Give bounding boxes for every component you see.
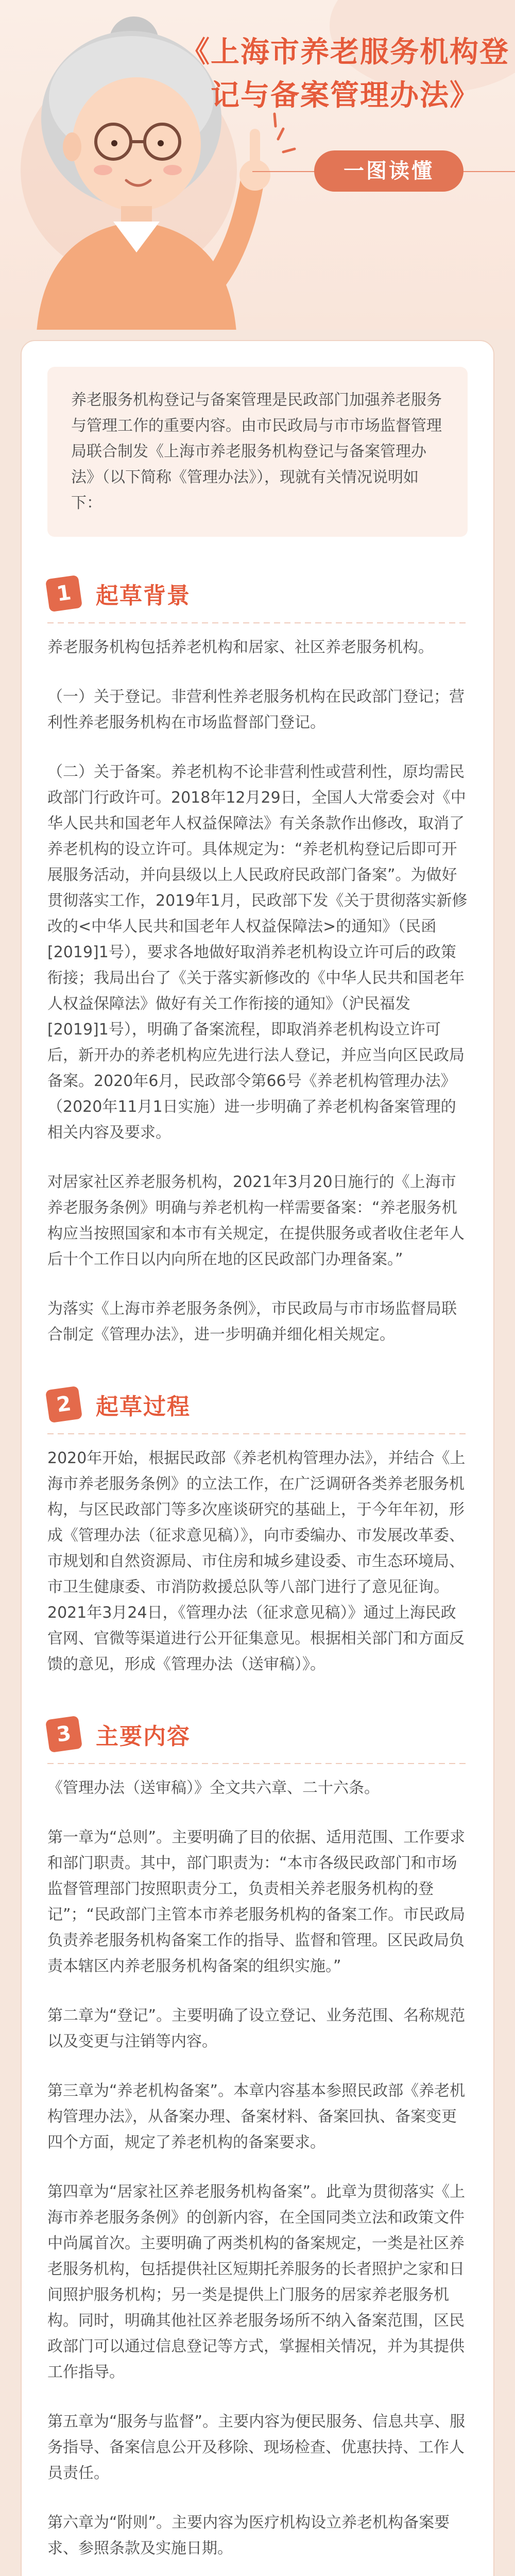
page-title: 《上海市养老服务机构登记与备案管理办法》 [181, 36, 509, 112]
paragraph: 《管理办法（送审稿）》全文共六章、二十六条。 [47, 1779, 380, 1797]
content-card [21, 340, 494, 2576]
section-divider [47, 1433, 468, 1434]
section-process [47, 1384, 468, 1677]
section-number: 1 [45, 575, 82, 612]
paragraph: 对居家社区养老服务机构，2021年3月20日施行的《上海市养老服务条例》明确与养老机构一样需要备案：“养老服务机构应当按照国家和本市有关规定，在提供服务或者收住老年人后十个工作日以内向所在地的区民政部门办理备案。” [47, 1173, 465, 1268]
paragraph: 2020年开始，根据民政部《养老机构管理办法》，并结合《上海市养老服务条例》的立法工作，在广泛调研各类养老服务机构，与区民政部门等多次座谈研究的基础上，于今年年初，形成《管理办法（征求意见稿）》，向市委编办、市发展改革委、市规划和自然资源局、市住房和城乡建设委、市生态环境局、市卫生健康委、市消防救援总队等八部门进行了意见征询。2021年3月24日，《管理办法（征求意见稿）》通过上海民政官网、官微等渠道进行公开征集意见。根据相关部门和方面反馈的意见，形成《管理办法（送审稿）》。 [47, 1449, 466, 1673]
paragraph: （二）关于备案。养老机构不论非营利性或营利性，原均需民政部门行政许可。2018年12月29日，全国人大常委会对《中华人民共和国老年人权益保障法》有关条款作出修改，取消了养老机构的设立许可。具体规定为：“养老机构登记后即可开展服务活动，并向县级以上人民政府民政部门备案”。为做好贯彻落实工作，2019年1月，民政部下发《关于贯彻落实新修改的<中华人民共和国老年人权益保障法>的通知》（民函[2019]1号），要求各地做好取消养老机构设立许可后的政策衔接；我局出台了《关于落实新修改的《中华人民共和国老年人权益保障法》做好有关工作衔接的通知》（沪民福发[2019]1号），明确了备案流程，即取消养老机构设立许可后，新开办的养老机构应先进行法人登记，并应当向区民政局备案。2020年6月，民政部令第66号《养老机构管理办法》（2020年11月1日实施）进一步明确了养老机构备案管理的相关内容及要求。 [47, 763, 468, 1142]
section-title: 起草过程 [96, 1394, 191, 1420]
section-number: 3 [45, 1716, 82, 1753]
section-number: 2 [45, 1386, 82, 1423]
paragraph: 第四章为“居家社区养老服务机构备案”。此章为贯彻落实《上海市养老服务条例》的创新内容，在全国同类立法和政策文件中尚属首次。主要明确了两类机构的备案规定，一类是社区养老服务机构，包括提供社区短期托养服务的长者照护之家和日间照护服务机构；另一类是提供上门服务的居家养老服务机构。同时，明确其他社区养老服务场所不纳入备案范围，区民政部门可以通过信息登记等方式，掌握相关情况，并为其提供工作指导。 [47, 2183, 466, 2381]
paragraph: 第二章为“登记”。主要明确了设立登记、业务范围、名称规范以及变更与注销等内容。 [47, 2007, 466, 2050]
section-content [47, 1714, 468, 2576]
section-body [47, 614, 468, 1348]
intro-box [47, 367, 468, 537]
intro-text: 养老服务机构登记与备案管理是民政部门加强养老服务与管理工作的重要内容。由市民政局与市市场监督管理局联合制发《上海市养老服务机构登记与备案管理办法》（以下简称《管理办法》），现就有关情况说明如下： [71, 391, 442, 512]
section-body [47, 1425, 468, 1677]
paragraph: 第六章为“附则”。主要内容为医疗机构设立养老机构备案要求、参照条款及实施日期。 [47, 2514, 450, 2557]
section-title: 起草背景 [96, 583, 191, 609]
title-badge: 一图读懂 [314, 150, 464, 192]
paragraph: （一）关于登记。非营利性养老服务机构在民政部门登记；营利性养老服务机构在市场监督部门登记。 [47, 688, 465, 732]
paragraph: 为落实《上海市养老服务条例》，市民政局与市市场监督局联合制定《管理办法》，进一步明确并细化相关规定。 [47, 1300, 457, 1344]
section-divider [47, 622, 468, 623]
section-title: 主要内容 [96, 1723, 191, 1750]
section-header [47, 1714, 468, 1755]
section-body [47, 1755, 468, 2576]
section-header [47, 1384, 468, 1425]
paragraph: 第一章为“总则”。主要明确了目的依据、适用范围、工作要求和部门职责。其中，部门职责为：“本市各级民政部门和市场监督管理部门按照职责分工，负责相关养老服务机构的登记”；“民政部门主管本市养老服务机构的备案工作。市民政局负责养老服务机构备案工作的指导、监督和管理。区民政局负责本辖区内养老服务机构备案的组织实施。” [47, 1828, 466, 1975]
paragraph: 养老服务机构包括养老机构和居家、社区养老服务机构。 [47, 638, 434, 656]
header [0, 0, 515, 330]
section-background [47, 573, 468, 1348]
section-divider [47, 1763, 468, 1764]
paragraph: 第三章为“养老机构备案”。本章内容基本参照民政部《养老机构管理办法》，从备案办理、备案材料、备案回执、备案变更四个方面，规定了养老机构的备案要求。 [47, 2082, 466, 2151]
section-header [47, 573, 468, 614]
paragraph: 第五章为“服务与监督”。主要内容为便民服务、信息共享、服务指导、备案信息公开及移除、现场检查、优惠扶持、工作人员责任。 [47, 2413, 466, 2482]
